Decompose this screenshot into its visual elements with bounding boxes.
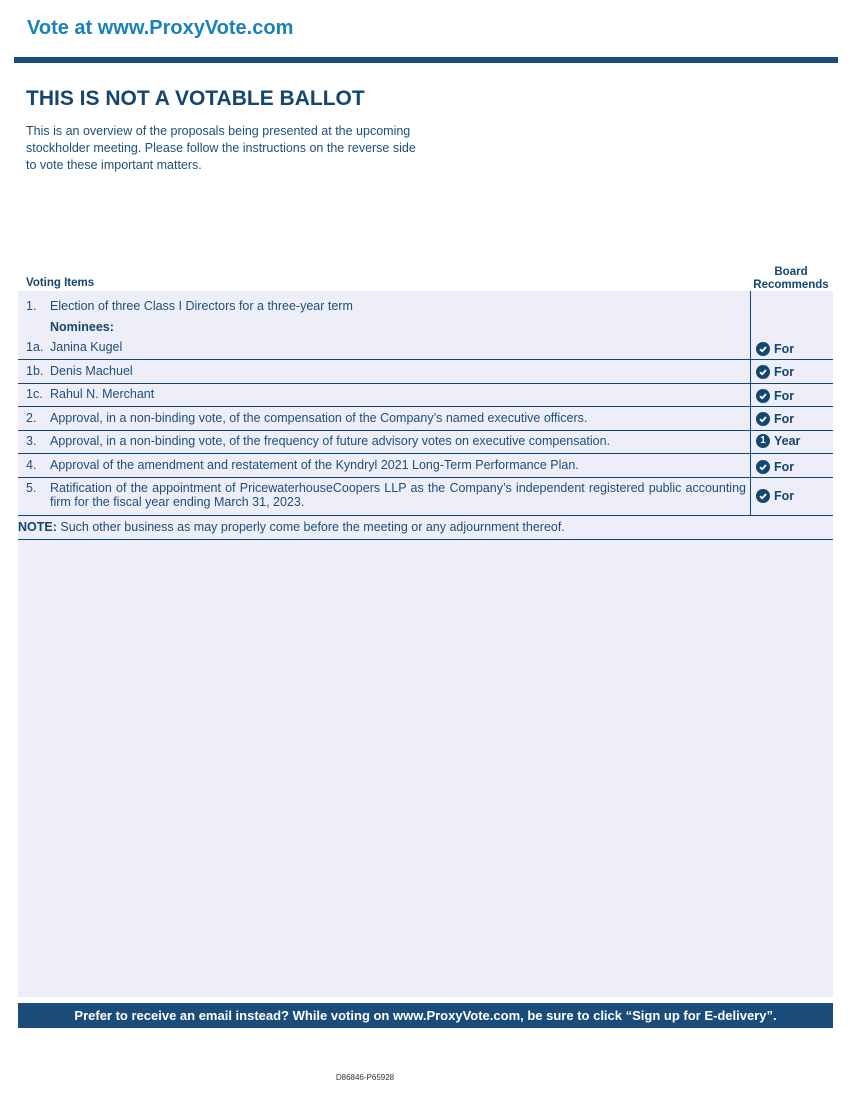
item-number: 1a. (26, 340, 44, 354)
item-text: Election of three Class I Directors for a three-year term (50, 299, 353, 313)
check-circle-icon (756, 365, 770, 379)
board-header-line1: Board (774, 266, 808, 278)
item-1b (26, 364, 133, 378)
recommendation-5 (756, 489, 794, 503)
item-text: Ratification of the appointment of PricewaterhouseCoopers LLP as the Company’s independent registered public accounting firm for the fiscal year ending March 31, 2023. (50, 481, 746, 509)
proxyvote-link[interactable]: Vote at www.ProxyVote.com (27, 17, 294, 39)
row-divider (18, 359, 833, 360)
item-text: Rahul N. Merchant (50, 387, 155, 401)
recommendation-label: Year (774, 434, 801, 448)
recommendation-label: For (774, 342, 795, 356)
item-text: Approval of the amendment and restatement of the Kyndryl 2021 Long-Term Performance Plan. (50, 458, 579, 472)
note-label: NOTE: (18, 520, 57, 534)
recommendation-3 (756, 434, 800, 448)
item-1 (26, 299, 353, 313)
document-code: D86846-P65928 (335, 1073, 395, 1082)
recommendation-1a (756, 342, 794, 356)
recommendation-2 (756, 412, 794, 426)
voting-items-header: Voting Items (26, 277, 95, 289)
item-number: 1c. (26, 387, 43, 401)
item-1c (26, 387, 154, 401)
header-rule (14, 57, 838, 63)
row-divider (18, 406, 833, 407)
recommendation-1b (756, 365, 794, 379)
check-circle-icon (756, 342, 770, 356)
check-circle-icon (756, 389, 770, 403)
row-divider (18, 453, 833, 454)
check-circle-icon (756, 412, 770, 426)
row-divider (18, 383, 833, 384)
item-number: 4. (26, 458, 37, 472)
check-circle-icon (756, 489, 770, 503)
intro-paragraph: This is an overview of the proposals being presented at the upcoming stockholder meeting. Please follow the instructions on the reverse side to vote these important matters. (26, 124, 416, 172)
recommendation-label: For (774, 489, 795, 503)
nominees-label: Nominees: (50, 320, 114, 334)
row-divider (18, 430, 833, 431)
row-divider (18, 515, 833, 516)
recommendation-label: For (774, 389, 795, 403)
item-number: 5. (26, 481, 37, 495)
check-circle-icon (756, 460, 770, 474)
recommendation-label: For (774, 365, 795, 379)
frequency-number: 1 (760, 435, 766, 446)
row-divider (18, 477, 833, 478)
page-title: THIS IS NOT A VOTABLE BALLOT (26, 87, 365, 110)
note-text: Such other business as may properly come before the meeting or any adjournment thereof. (60, 520, 565, 534)
number-one-circle-icon (756, 434, 770, 448)
item-1a (26, 340, 122, 354)
item-2 (26, 411, 587, 425)
item-text: Approval, in a non-binding vote, of the compensation of the Company’s named executive officers. (50, 411, 588, 425)
recommendation-label: For (774, 460, 795, 474)
column-divider (750, 291, 751, 515)
nominees-row (26, 320, 114, 334)
item-number: 3. (26, 434, 37, 448)
item-4 (26, 458, 579, 472)
item-number: 1b. (26, 364, 44, 378)
item-number: 1. (26, 299, 37, 313)
board-recommends-header (750, 266, 832, 292)
item-5 (26, 481, 746, 509)
e-delivery-banner: Prefer to receive an email instead? While voting on www.ProxyVote.com, be sure to click “Sign up for E-delivery”. (18, 1003, 833, 1028)
row-divider (18, 539, 833, 540)
item-text: Approval, in a non-binding vote, of the frequency of future advisory votes on executive compensation. (50, 434, 611, 448)
recommendation-1c (756, 389, 794, 403)
item-text: Janina Kugel (50, 340, 123, 354)
note-row (18, 520, 565, 534)
item-3 (26, 434, 610, 448)
item-text: Denis Machuel (50, 364, 133, 378)
recommendation-4 (756, 460, 794, 474)
board-header-line2: Recommends (753, 279, 829, 291)
item-number: 2. (26, 411, 37, 425)
recommendation-label: For (774, 412, 795, 426)
